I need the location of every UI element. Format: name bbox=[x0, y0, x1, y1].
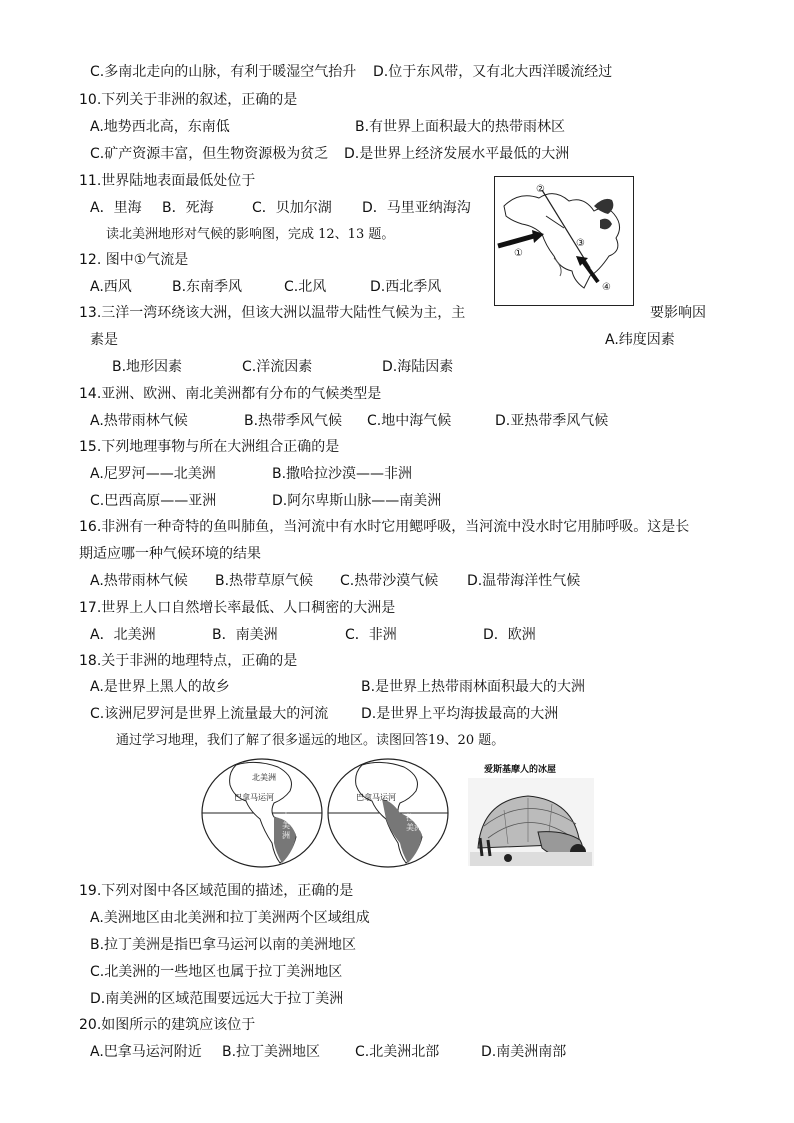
question-13-tail: 要影响因 bbox=[650, 305, 706, 321]
option-q18-a: A.是世界上黑人的故乡 bbox=[90, 679, 230, 695]
question-20: 20.如图所示的建筑应该位于 bbox=[79, 1017, 256, 1033]
globe-latin-america bbox=[326, 757, 450, 870]
option-q14-c: C.地中海气候 bbox=[367, 413, 452, 429]
question-17: 17.世界上人口自然增长率最低、人口稠密的大洲是 bbox=[79, 600, 396, 616]
question-11: 11.世界陆地表面最低处位于 bbox=[79, 173, 256, 189]
option-q20-d: D.南美洲南部 bbox=[481, 1044, 567, 1060]
option-q11-b: B．死海 bbox=[162, 200, 214, 216]
question-16-line2: 期适应哪一种气候环境的结果 bbox=[79, 546, 261, 562]
question-16: 16.非洲有一种奇特的鱼叫肺鱼，当河流中有水时它用鳃呼吸，当河流中没水时它用肺呼吸。这是长 bbox=[79, 519, 690, 535]
option-q12-d: D.西北季风 bbox=[370, 279, 442, 295]
globe1-canal-label: 巴拿马运河 bbox=[234, 793, 274, 802]
option-q19-b: B.拉丁美洲是指巴拿马运河以南的美洲地区 bbox=[90, 937, 357, 953]
option-q19-a: A.美洲地区由北美洲和拉丁美洲两个区域组成 bbox=[90, 910, 370, 926]
option-q16-d: D.温带海洋性气候 bbox=[467, 573, 581, 589]
option-q10-c: C.矿产资源丰富，但生物资源极为贫乏 bbox=[90, 146, 329, 162]
map-marker-1: ① bbox=[514, 248, 523, 259]
option-q16-b: B.热带草原气候 bbox=[215, 573, 314, 589]
option-q14-a: A.热带雨林气候 bbox=[90, 413, 188, 429]
option-q14-b: B.热带季风气候 bbox=[244, 413, 343, 429]
option-q19-d: D.南美洲的区域范围要远远大于拉丁美洲 bbox=[90, 991, 344, 1007]
option-q20-b: B.拉丁美洲地区 bbox=[222, 1044, 321, 1060]
option-q15-a: A.尼罗河——北美洲 bbox=[90, 466, 216, 482]
option-q11-a: A．里海 bbox=[90, 200, 142, 216]
option-q19-c: C.北美洲的一些地区也属于拉丁美洲地区 bbox=[90, 964, 343, 980]
option-q16-a: A.热带雨林气候 bbox=[90, 573, 188, 589]
map-marker-3: ③ bbox=[576, 238, 585, 249]
option-q9-d: D.位于东风带，又有北大西洋暖流经过 bbox=[373, 64, 613, 80]
north-america-terrain-climate-map bbox=[494, 176, 634, 306]
option-q15-b: B.撒哈拉沙漠——非洲 bbox=[272, 466, 413, 482]
question-14: 14.亚洲、欧洲、南北美洲都有分布的气候类型是 bbox=[79, 386, 382, 402]
globe-north-south-america bbox=[200, 757, 324, 870]
intro-q19-20: 通过学习地理，我们了解了很多遥远的地区。读图回答19、20 题。 bbox=[116, 733, 505, 748]
option-q11-d: D．马里亚纳海沟 bbox=[362, 200, 471, 216]
option-q17-c: C．非洲 bbox=[345, 627, 397, 643]
globe2-canal-label: 巴拿马运河 bbox=[356, 793, 396, 802]
option-q15-c: C.巴西高原——亚洲 bbox=[90, 493, 217, 509]
question-13-line2: 素是 bbox=[90, 332, 118, 348]
globe2-latin-america-label: 拉丁美洲 bbox=[406, 813, 422, 832]
option-q18-c: C.该洲尼罗河是世界上流量最大的河流 bbox=[90, 706, 329, 722]
option-q10-b: B.有世界上面积最大的热带雨林区 bbox=[355, 119, 566, 135]
option-q20-a: A.巴拿马运河附近 bbox=[90, 1044, 202, 1060]
option-q10-a: A.地势西北高，东南低 bbox=[90, 119, 230, 135]
option-q12-c: C.北风 bbox=[284, 279, 327, 295]
question-18: 18.关于非洲的地理特点，正确的是 bbox=[79, 653, 298, 669]
option-q16-c: C.热带沙漠气候 bbox=[340, 573, 439, 589]
option-q17-b: B．南美洲 bbox=[212, 627, 278, 643]
igloo-caption: 爱斯基摩人的冰屋 bbox=[484, 765, 557, 775]
option-q18-b: B.是世界上热带雨林面积最大的大洲 bbox=[361, 679, 586, 695]
option-q17-a: A．北美洲 bbox=[90, 627, 156, 643]
globe1-south-america-label: 南美洲 bbox=[282, 811, 290, 840]
intro-q12-13: 读北美洲地形对气候的影响图，完成 12、13 题。 bbox=[106, 227, 395, 242]
map-marker-4: ④ bbox=[602, 282, 611, 293]
option-q9-c: C.多南北走向的山脉，有利于暖湿空气抬升 bbox=[90, 64, 357, 80]
option-q13-b: B.地形因素 bbox=[112, 359, 183, 375]
option-q17-d: D．欧洲 bbox=[483, 627, 536, 643]
option-q20-c: C.北美洲北部 bbox=[355, 1044, 440, 1060]
globe1-north-america-label: 北美洲 bbox=[252, 773, 276, 782]
option-q13-a: A.纬度因素 bbox=[605, 332, 675, 348]
question-19: 19.下列对图中各区域范围的描述，正确的是 bbox=[79, 883, 354, 899]
option-q14-d: D.亚热带季风气候 bbox=[495, 413, 609, 429]
question-13: 13.三洋一湾环绕该大洲，但该大洲以温带大陆性气候为主，主 bbox=[79, 305, 466, 321]
option-q12-b: B.东南季风 bbox=[172, 279, 243, 295]
question-12: 12. 图中①气流是 bbox=[79, 252, 189, 268]
map-marker-2: ② bbox=[536, 184, 545, 195]
option-q13-d: D.海陆因素 bbox=[382, 359, 454, 375]
question-10: 10.下列关于非洲的叙述，正确的是 bbox=[79, 92, 298, 108]
option-q10-d: D.是世界上经济发展水平最低的大洲 bbox=[344, 146, 570, 162]
eskimo-igloo-picture bbox=[468, 764, 594, 866]
option-q13-c: C.洋流因素 bbox=[242, 359, 313, 375]
option-q12-a: A.西风 bbox=[90, 279, 132, 295]
option-q11-c: C．贝加尔湖 bbox=[252, 200, 332, 216]
option-q18-d: D.是世界上平均海拔最高的大洲 bbox=[361, 706, 559, 722]
question-15: 15.下列地理事物与所在大洲组合正确的是 bbox=[79, 439, 340, 455]
option-q15-d: D.阿尔卑斯山脉——南美洲 bbox=[272, 493, 442, 509]
